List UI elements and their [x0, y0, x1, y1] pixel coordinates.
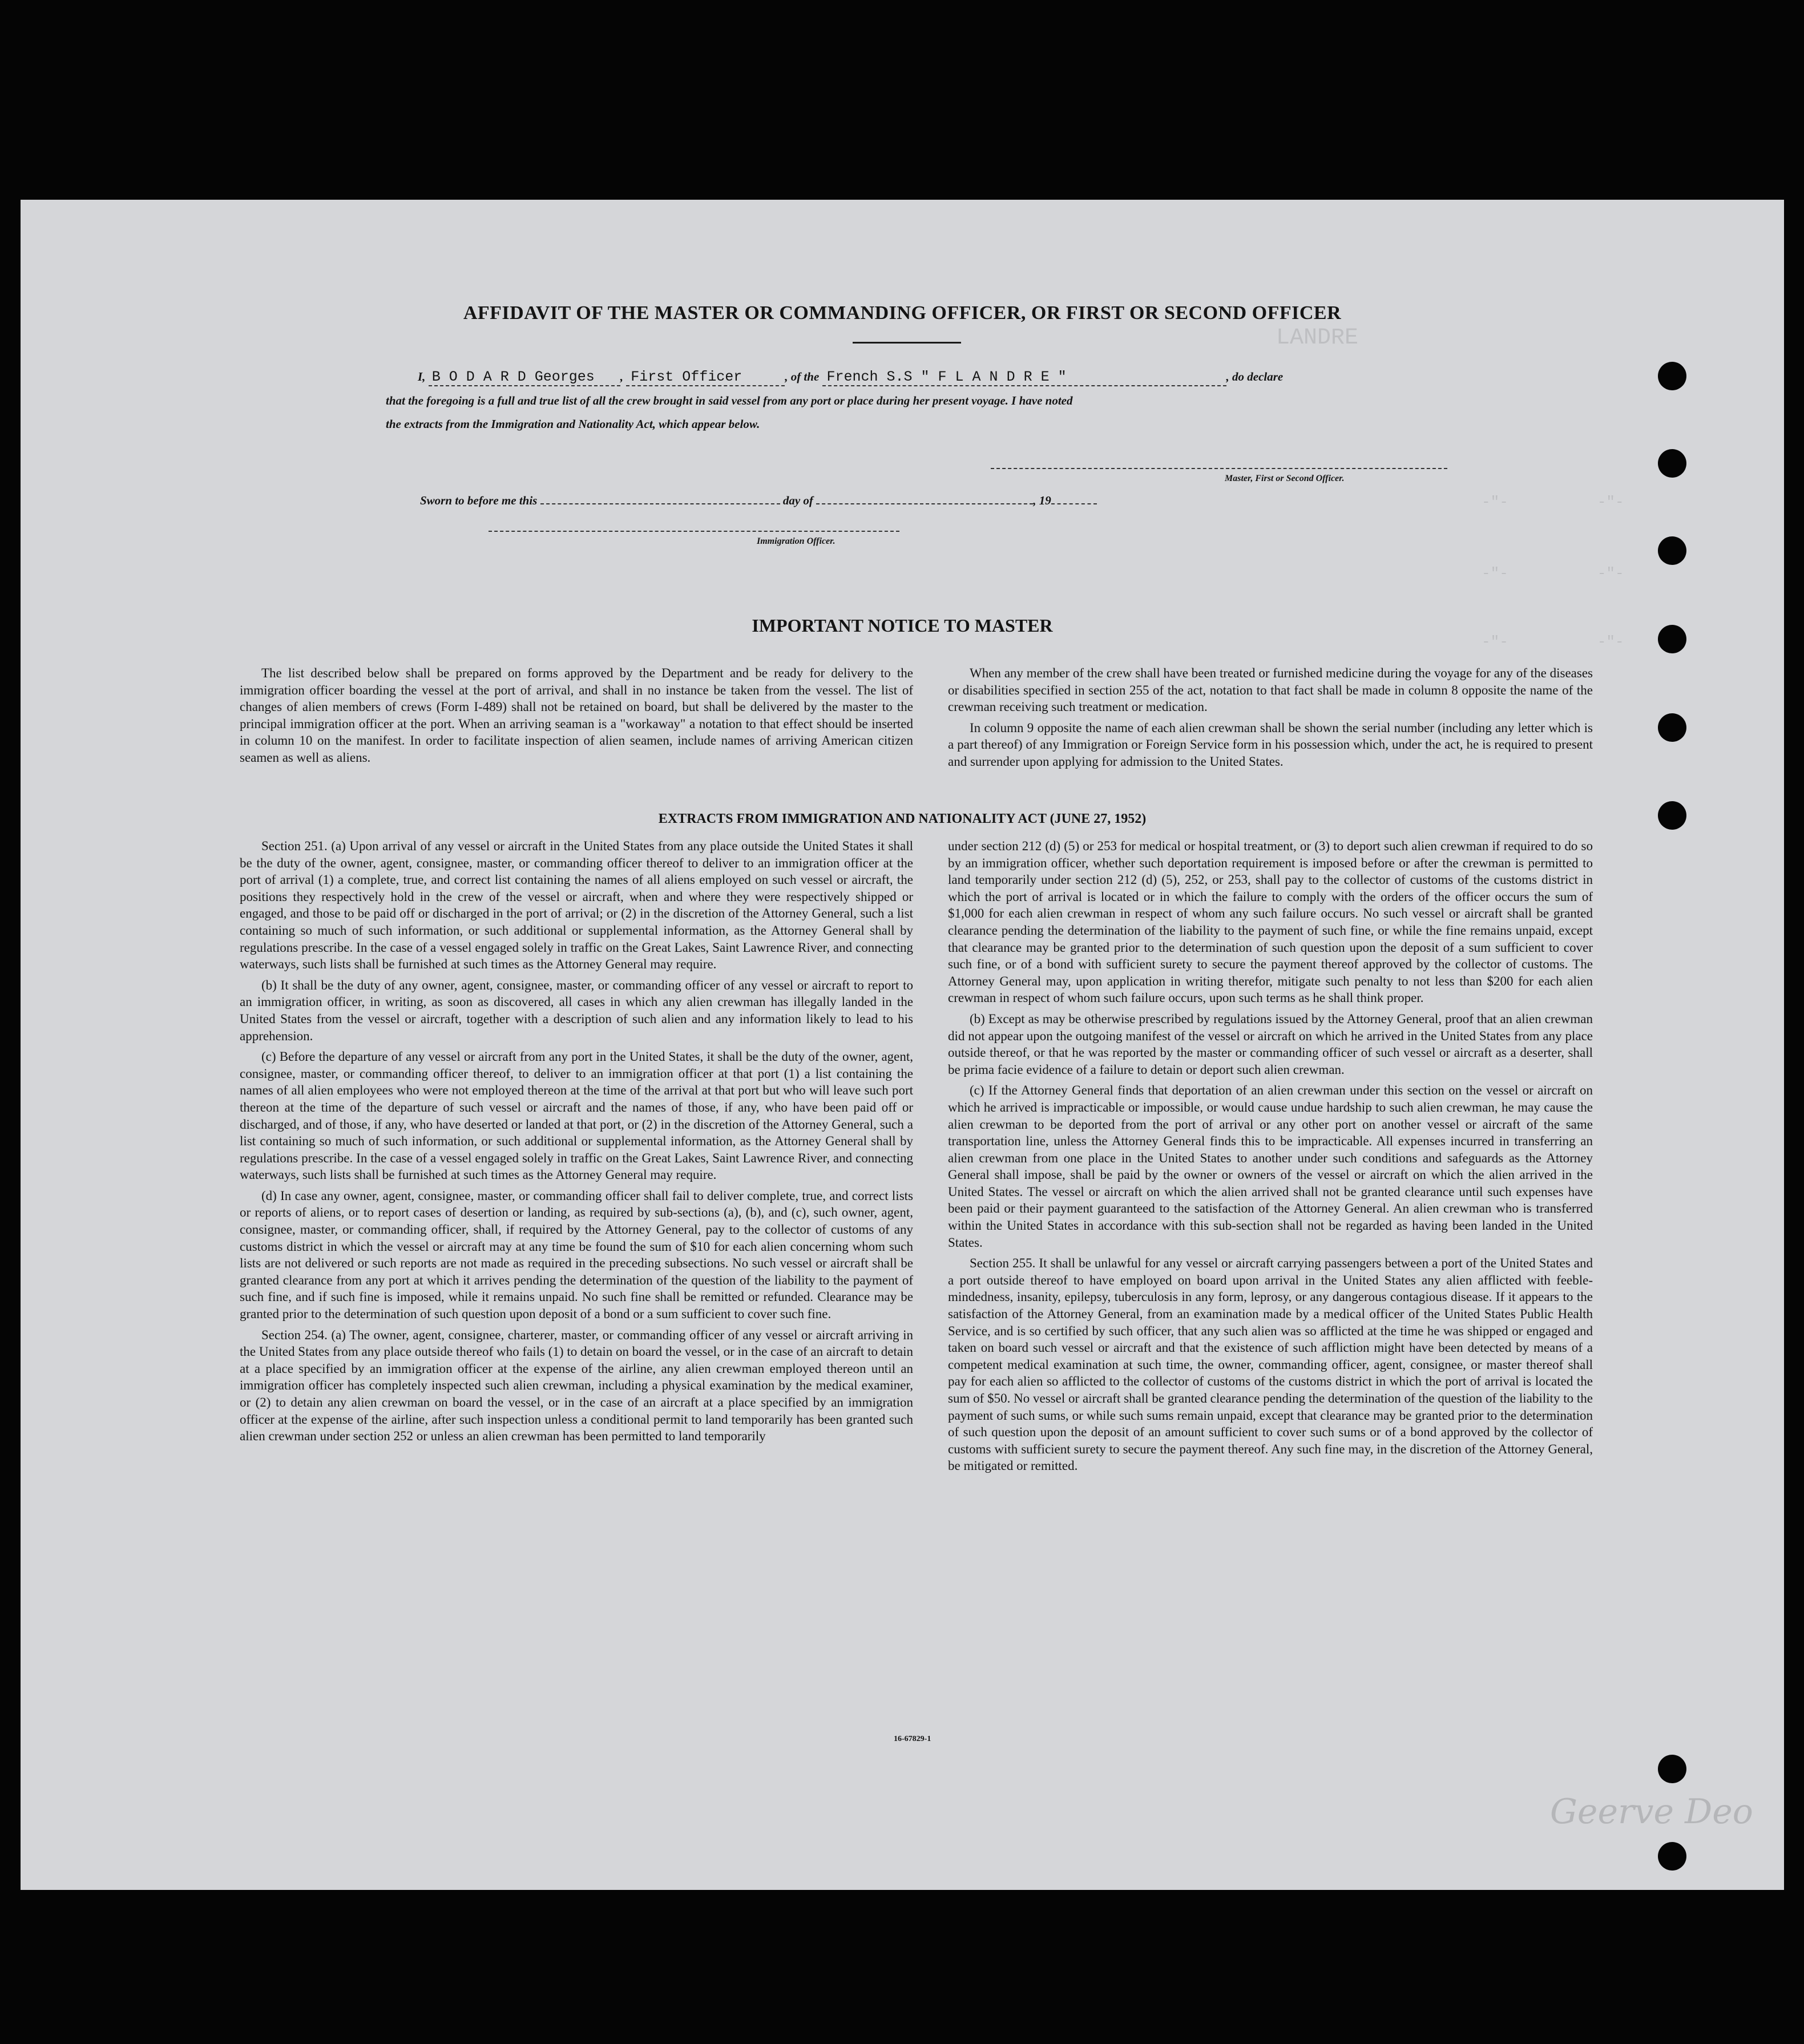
- binder-hole: [1658, 1842, 1686, 1871]
- extracts-left-column: [240, 838, 913, 1449]
- notice-title: IMPORTANT NOTICE TO MASTER: [752, 615, 1053, 636]
- extracts-title: EXTRACTS FROM IMMIGRATION AND NATIONALITY ACT (JUNE 27, 1952): [658, 811, 1147, 826]
- declaration-line-2: that the foregoing is a full and true list of all the crew brought in said vessel from any port or place during her present voyage. I have noted: [386, 394, 1073, 407]
- title-rule: [853, 342, 961, 344]
- section-paragraph: Section 254. (a) The owner, agent, consignee, charterer, master, or commanding officer of any vessel or aircraft arriving in the United States from any place outside thereof who fails (1) to detain on board the vessel, or in the case of an aircraft to detain at a place specified by an immigration officer at the expense of the airline, any alien crewman employed thereon until an immigration officer has completely inspected such alien crewman, including a physical examination by the medical examiner, or (2) to detain any alien crewman on board the vessel, or in the case of an aircraft at a place specified by an immigration officer at the expense of the airline, after such inspection unless a conditional permit to land temporarily has been granted such alien crewman under section 252 or unless an alien crewman has been permitted to land temporarily: [240, 1327, 913, 1444]
- officer-signature-line[interactable]: [489, 531, 899, 532]
- binder-hole: [1658, 713, 1686, 742]
- binder-hole: [1658, 536, 1686, 565]
- bleed-through-signature: Geerve Deo: [1550, 1792, 1753, 1832]
- day-of-label: day of: [782, 494, 813, 507]
- section-paragraph: (c) Before the departure of any vessel or aircraft from any port in the United States, it shall be the duty of the owner, agent, consignee, master, or commanding officer thereof, to deliver to an immigration officer at that port (1) a list containing the names of all alien employees who were not employed thereon at the time of the arrival at that port but who will leave such port thereon at the time of the departure of such vessel or aircraft and the names of those, if any, who have been paid off or discharged, and of those, if any, who have deserted or landed at that port, or (2) in the discretion of the Attorney General, such a list containing so much of such information, or such additional or supplemental information, as the Attorney General shall by regulations prescribe. In the case of a vessel engaged solely in traffic on the Great Lakes, Saint Lawrence River, and connecting waterways, such lists shall be furnished at such times as the Attorney General may require.: [240, 1049, 913, 1182]
- bleed-through-text: -"- -"-: [1482, 633, 1624, 651]
- sworn-day-field[interactable]: [540, 503, 780, 504]
- i-label: I,: [418, 370, 426, 383]
- master-signature-label: Master, First or Second Officer.: [1225, 474, 1345, 483]
- binder-hole: [1658, 449, 1686, 478]
- officer-signature-label: Immigration Officer.: [757, 536, 836, 546]
- section-paragraph: Section 255. It shall be unlawful for any vessel or aircraft carrying passengers between a port of the United States and a port outside thereof to have employed on board upon arrival in the United States any alien afflicted with feeble-mindedness, insanity, epilepsy, tuberculosis in any form, leprosy, or any dangerous contagious disease. If it appears to the satisfaction of the Attorney General, from an examination made by a medical officer of the United States Public Health Service, and is so certified by such officer, that any such alien was so afflicted at the time he was shipped or engaged and taken on board such vessel or aircraft and that the existence of such affliction might have been detected by means of a competent medical examination at such time, the owner, commanding officer, agent, consignee, or master thereof shall pay for each alien so afflicted to the collector of customs of the customs district in which the port of arrival is located the sum of $50. No vessel or aircraft shall be granted clearance pending the determination of the question of the liability to the payment of such sums, or while such sums remain unpaid, except that clearance may be granted prior to the determination of such question upon the deposit of an amount sufficient to cover such sums or of a bond approved by the collector of customs with sufficient surety to secure the payment thereof. Any such fine may, in the discretion of the Attorney General, be mitigated or remitted.: [948, 1256, 1593, 1473]
- section-paragraph: (b) Except as may be otherwise prescribed by regulations issued by the Attorney General, proof that an alien crewman did not appear upon the outgoing manifest of the vessel or aircraft on which he arrived in the United States from any place outside thereof, or that he was reported by the master or commanding officer of such vessel or aircraft as a deserter, shall be prima facie evidence of a failure to detain or deport such alien crewman.: [948, 1011, 1593, 1077]
- notice-paragraph: In column 9 opposite the name of each alien crewman shall be shown the serial number (including any letter which is a part thereof) of any Immigration or Foreign Service form in his possession which, under the act, he is required to present and surrender upon applying for admission to the United States.: [948, 720, 1593, 769]
- declaration-line: I, B O D A R D Georges , First Officer , of the French S.S " F L A N D R E " , do declare: [418, 369, 1284, 385]
- notice-right-column: [948, 665, 1593, 774]
- bleed-through-text: -"- -"-: [1482, 565, 1624, 582]
- master-name-field[interactable]: B O D A R D Georges: [429, 369, 620, 386]
- sworn-month-field[interactable]: [816, 503, 1033, 504]
- officer-title-field[interactable]: First Officer: [626, 369, 785, 386]
- bleed-through-text: -"- -"-: [1482, 494, 1624, 511]
- document-sheet: [21, 200, 1784, 1890]
- sworn-year-field[interactable]: [1051, 503, 1097, 504]
- vessel-name-field[interactable]: French S.S " F L A N D R E ": [822, 369, 1226, 386]
- binder-hole: [1658, 1755, 1686, 1783]
- section-paragraph: under section 212 (d) (5) or 253 for medical or hospital treatment, or (3) to deport such alien crewman if required to do so by an immigration officer, whether such deportation requirement is imposed before or after the crewman is permitted to land temporarily under section 212 (d) (5), 252, or 253, shall pay to the collector of customs of the customs district in which the port of arrival is located or in which the failure to comply with the orders of the officer occurs the sum of $1,000 for each alien crewman in respect of whom any such failure occurs. No such vessel or aircraft shall be granted clearance pending the determination of the liability to the payment of such fine, or while the fine remains unpaid, except that clearance may be granted prior to the determination of such question upon the deposit of a sum sufficient to cover such fine, or of a bond with sufficient surety to secure the payment thereof approved by the collector of customs. The Attorney General may, upon application in writing therefor, mitigate such penalty to not less than $200 for each alien crewman in respect of whom such failure occurs, upon such terms as he shall think proper.: [948, 839, 1593, 1005]
- extracts-right-column: [948, 838, 1593, 1479]
- master-signature-line[interactable]: [991, 468, 1447, 469]
- sworn-label: Sworn to before me this: [420, 494, 538, 507]
- binder-hole: [1658, 801, 1686, 830]
- section-paragraph: (d) In case any owner, agent, consignee, master, or commanding officer shall fail to deliver complete, true, and correct lists or reports of aliens, or to report cases of desertion or landing, as required by sub-sections (a), (b), and (c), such owner, agent, consignee, master, or commanding officer, shall, if required by the Attorney General, pay to the collector of customs of any customs district in which the vessel or aircraft may at any time be found the sum of $10 for each alien concerning whom such lists are not delivered or such reports are not made as required in the preceding subsections. No such vessel or aircraft shall be granted clearance from any port at which it arrives pending the determination of the question of the liability to the payment of such fine, and if such fine is imposed, while it remains unpaid. No such fine shall be remitted or refunded. Clearance may be granted prior to the determination of such question upon deposit of a bond or a sum sufficient to cover such fine.: [240, 1188, 913, 1322]
- do-declare-label: , do declare: [1226, 370, 1284, 383]
- bleed-through-text: LANDRE: [1276, 325, 1359, 351]
- sworn-line: Sworn to before me this day of , 19: [420, 494, 1097, 508]
- year-prefix: 19: [1039, 494, 1051, 507]
- notice-paragraph: The list described below shall be prepared on forms approved by the Department and be ready for delivery to the immigration officer boarding the vessel at the port of arrival, and shall in no instance be taken from the vessel. The list of changes of alien members of crews (Form I-489) shall not be retained on board, but shall be delivered by the master to the principal immigration officer at the port. When an arriving seaman is a "workaway" a notation to that effect should be inserted in column 10 on the manifest. In order to facilitate inspection of alien seamen, include names of arriving American citizen seamen as well as aliens.: [240, 666, 913, 765]
- form-number: 16-67829-1: [894, 1735, 931, 1743]
- section-paragraph: (b) It shall be the duty of any owner, agent, consignee, master, or commanding officer of any vessel or aircraft to report to an immigration officer, in writing, as soon as discovered, all cases in which any alien crewman has illegally landed in the United States from the vessel or aircraft, together with a description of such alien and any information likely to lead to his apprehension.: [240, 977, 913, 1043]
- notice-paragraph: When any member of the crew shall have been treated or furnished medicine during the voyage for any of the diseases or disabilities specified in section 255 of the act, notation to that fact shall be made in column 8 opposite the name of the crewman receiving such treatment or medication.: [948, 666, 1593, 714]
- binder-hole: [1658, 625, 1686, 653]
- of-the-label: of the: [790, 370, 820, 383]
- section-paragraph: Section 251. (a) Upon arrival of any vessel or aircraft in the United States from any place outside the United States it shall be the duty of the owner, agent, consignee, master, or commanding officer thereof to deliver to an immigration officer at the port of arrival (1) a complete, true, and correct list containing the names of all aliens employed on such vessel or aircraft, the positions they respectively hold in the crew of the vessel or aircraft, when and where they were respectively shipped or engaged, and those to be paid off or discharged in the port of arrival; or (2) in the discretion of the Attorney General, such a list containing so much of such information, or such additional or supplemental information, as the Attorney General shall by regulations prescribe. In the case of a vessel engaged solely in traffic on the Great Lakes, Saint Lawrence River, and connecting waterways, such lists shall be furnished at such times as the Attorney General may require.: [240, 839, 913, 972]
- binder-hole: [1658, 362, 1686, 390]
- affidavit-title: AFFIDAVIT OF THE MASTER OR COMMANDING OFFICER, OR FIRST OR SECOND OFFICER: [463, 302, 1342, 324]
- section-paragraph: (c) If the Attorney General finds that deportation of an alien crewman under this section on the vessel or aircraft on which he arrived is impracticable or impossible, or would cause undue hardship to such alien crewman, he may cause the alien crewman to be deported from the port of arrival or any other port on another vessel or aircraft of the same transportation line, unless the Attorney General finds this to be impracticable. All expenses incurred in transferring an alien crewman from one place in the United States to another under such conditions and safeguards as the Attorney General shall impose, shall be paid by the owner or owners of the vessel or aircraft on which the alien arrived in the United States. The vessel or aircraft on which the alien arrived shall not be granted clearance until such expenses have been paid or their payment guaranteed to the satisfaction of the Attorney General. An alien crewman who is transferred within the United States in accordance with this sub-section shall not be regarded as having been landed in the United States.: [948, 1083, 1593, 1250]
- declaration-line-3: the extracts from the Immigration and Nationality Act, which appear below.: [386, 417, 760, 431]
- notice-left-column: [240, 665, 913, 770]
